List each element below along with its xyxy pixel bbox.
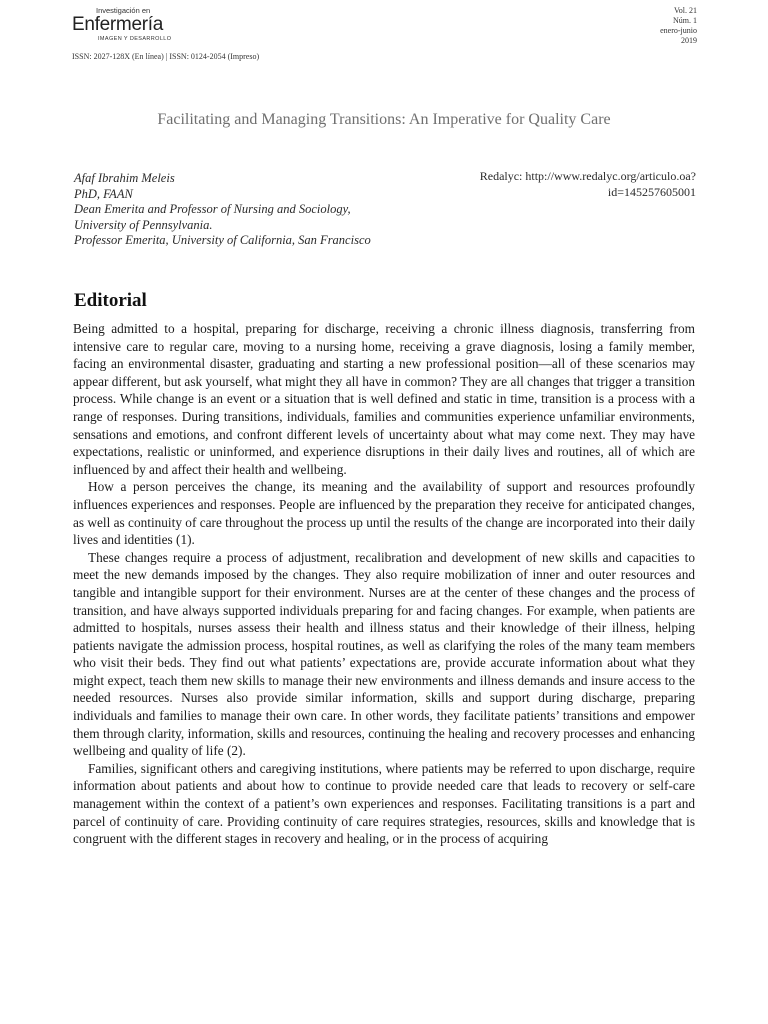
logo-main-text: Enfermería [72, 14, 163, 35]
paragraph: These changes require a process of adjustment, recalibration and development of new skills and capacities to meet the new demands imposed by the changes. They also require mobilization of inner and outer resources and tangible and intangible support for their environment. Nurses are at the center of these changes and the process of transition, and have always supported individuals preparing for and facing changes. For example, when patients are admitted to hospitals, nurses assess their health and illness status and their knowledge of their illness, helping patients navigate the admission process, hospital routines, as well as clarifying the roles of the many team members who visit their beds. They find out what patients’ expectations are, provide accurate information about what they might expect, teach them new skills to manage their new environments and illness demands and insure access to the needed resources. Nurses also provide similar information, skills and support during discharge, preparing individuals and families to manage their own care. In other words, they facilitate patients’ transitions and empower them through clarity, information, skills and resources, continuing the healing and recovery processes and enhancing wellbeing and quality of life (2). [73, 549, 695, 759]
issue-number: Núm. 1 [673, 16, 697, 25]
article-title: Facilitating and Managing Transitions: An Imperative for Quality Care [157, 111, 611, 128]
paragraph: How a person perceives the change, its meaning and the availability of support and resources profoundly influences experiences and responses. People are influenced by the preparation they receive for anticipated changes, as well as continuity of care throughout the process up until the results of the change are incorporated into their daily lives and identities (1). [73, 479, 695, 548]
author-affiliation: Dean Emerita and Professor of Nursing and Sociology, [74, 202, 351, 216]
redalyc-link[interactable] [480, 169, 696, 200]
redalyc-id: id=145257605001 [607, 184, 696, 199]
logo-sub-text: IMAGEN Y DESARROLLO [98, 36, 172, 42]
issue-period: enero-junio [660, 26, 697, 35]
volume: Vol. 21 [674, 6, 697, 15]
logo-top-text: Investigación en [96, 6, 151, 15]
author-block [74, 171, 371, 249]
journal-logo [72, 6, 192, 46]
issn-line: ISSN: 2027-128X (En línea) | ISSN: 0124-2054 (Impreso) [72, 52, 260, 61]
issue-year: 2019 [681, 36, 697, 45]
issue-info [660, 6, 697, 46]
author-institution: University of Pennsylvania. [74, 217, 213, 232]
paragraph: Families, significant others and caregiving institutions, where patients may be referred to upon discharge, require information about patients and about how to continue to provide needed care that leads to recovery or self-care management within the context of a patient’s own experiences and responses. Facilitating transitions is a part and parcel of continuity of care. Providing continuity of care requires strategies, resources, skills and knowledge that is congruent with the different stages in recovery and healing, or in the process of acquiring [73, 760, 695, 847]
author-degrees: PhD, FAAN [74, 186, 133, 201]
author-affiliation-2: Professor Emerita, University of California, San Francisco [74, 233, 371, 247]
article-body [73, 320, 695, 848]
author-name: Afaf Ibrahim Meleis [74, 171, 175, 185]
redalyc-url: Redalyc: http://www.redalyc.org/articulo.oa? [479, 169, 696, 183]
paragraph: Being admitted to a hospital, preparing for discharge, receiving a chronic illness diagnosis, transferring from intensive care to regular care, moving to a nursing home, receiving a grave diagnosis, losing a family member, facing an environmental disaster, graduating and starting a new professional position—all of these scenarios may appear different, but ask yourself, what might they all have in common? They are all changes that trigger a transition process. While change is an event or a situation that is well defined and static in time, transition is a process with a range of responses. During transitions, individuals, families and communities experience unfamiliar environments, sensations and emotions, and confront different levels of uncertainty about what may come next. They may have expectations, realistic or uninformed, and experience disruptions in their daily lives and routines, all of which are influenced by and affect their health and wellbeing. [73, 321, 695, 477]
section-heading: Editorial [74, 290, 147, 311]
